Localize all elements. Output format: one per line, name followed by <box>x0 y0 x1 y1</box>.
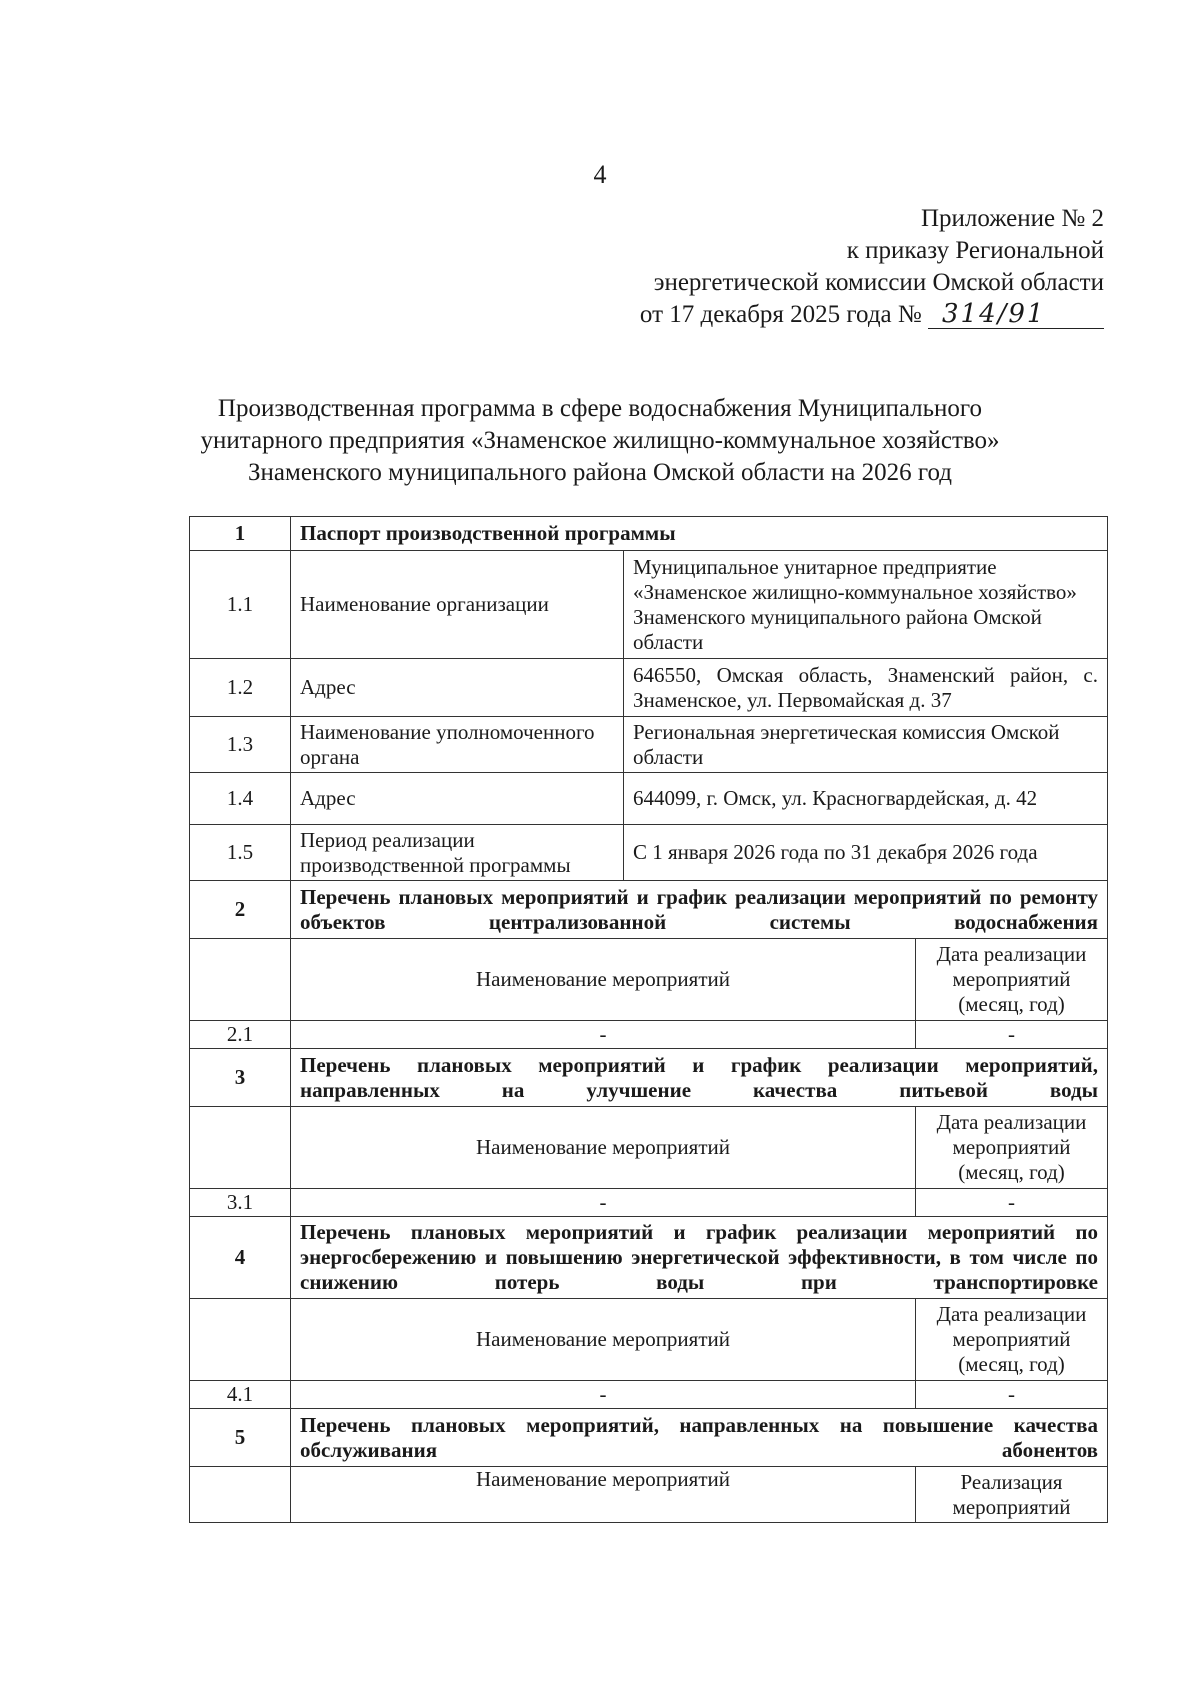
header-row <box>190 1467 1108 1523</box>
row-number: 1.2 <box>190 659 291 717</box>
row-value: 646550, Омская область, Знаменский район, с. Знаменское, ул. Первомайская д. 37 <box>624 659 1108 717</box>
appendix-order-ref: к приказу Региональной <box>846 237 1104 264</box>
column-header-name: Наименование мероприятий <box>291 1299 916 1381</box>
row-number: 1.4 <box>190 773 291 825</box>
row-value: С 1 января 2026 года по 31 декабря 2026 года <box>624 825 1108 881</box>
row-label: Наименование уполномоченного органа <box>291 717 624 773</box>
column-header-date: Реализация мероприятий <box>916 1467 1108 1523</box>
section-title: Перечень плановых мероприятий, направленных на повышение качества обслуживания абонентов <box>291 1409 1108 1467</box>
header-row <box>190 1299 1108 1381</box>
table-row <box>190 1189 1108 1217</box>
title-line-1: Производственная программа в сфере водоснабжения Муниципального <box>217 395 983 422</box>
handwritten-order-number: 314/91 <box>928 300 1104 329</box>
production-program-table <box>189 516 1108 1523</box>
section-3-row <box>190 1049 1108 1107</box>
document-title <box>130 393 1070 489</box>
row-label: Адрес <box>291 773 624 825</box>
title-line-2: унитарного предприятия «Знаменское жилищно-коммунальное хозяйство» <box>200 427 1000 454</box>
row-name: - <box>291 1189 916 1217</box>
page-number: 4 <box>593 160 607 189</box>
empty-cell <box>190 1107 291 1189</box>
table-row <box>190 717 1108 773</box>
section-title: Паспорт производственной программы <box>291 517 1108 551</box>
column-header-date: Дата реализации мероприятий (месяц, год) <box>916 1299 1108 1381</box>
section-number: 2 <box>190 881 291 939</box>
empty-cell <box>190 1467 291 1523</box>
empty-cell <box>190 1299 291 1381</box>
row-value: Региональная энергетическая комиссия Омской области <box>624 717 1108 773</box>
row-number: 3.1 <box>190 1189 291 1217</box>
column-header-name: Наименование мероприятий <box>291 939 916 1021</box>
table-row <box>190 773 1108 825</box>
column-header-name: Наименование мероприятий <box>291 1107 916 1189</box>
appendix-commission: энергетической комиссии Омской области <box>653 269 1104 296</box>
row-value: 644099, г. Омск, ул. Красногвардейская, д. 42 <box>624 773 1108 825</box>
row-label: Адрес <box>291 659 624 717</box>
column-header-name: Наименование мероприятий <box>291 1467 916 1523</box>
appendix-date: от 17 декабря 2025 года № <box>639 301 922 328</box>
row-date: - <box>916 1189 1108 1217</box>
section-2-row <box>190 881 1108 939</box>
row-number: 1.3 <box>190 717 291 773</box>
row-name: - <box>291 1381 916 1409</box>
header-row <box>190 939 1108 1021</box>
section-number: 4 <box>190 1217 291 1299</box>
row-label: Период реализации производственной программы <box>291 825 624 881</box>
section-4-row <box>190 1217 1108 1299</box>
table-row <box>190 551 1108 659</box>
column-header-date: Дата реализации мероприятий (месяц, год) <box>916 939 1108 1021</box>
appendix-number: Приложение № 2 <box>920 205 1104 232</box>
empty-cell <box>190 939 291 1021</box>
section-1-row <box>190 517 1108 551</box>
appendix-date-line <box>544 299 1104 331</box>
table-row <box>190 659 1108 717</box>
section-5-row <box>190 1409 1108 1467</box>
section-number: 1 <box>190 517 291 551</box>
row-date: - <box>916 1021 1108 1049</box>
row-number: 2.1 <box>190 1021 291 1049</box>
table-row <box>190 825 1108 881</box>
row-number: 1.1 <box>190 551 291 659</box>
section-number: 3 <box>190 1049 291 1107</box>
section-number: 5 <box>190 1409 291 1467</box>
row-number: 4.1 <box>190 1381 291 1409</box>
appendix-header <box>544 203 1104 331</box>
table-row <box>190 1381 1108 1409</box>
section-title: Перечень плановых мероприятий и график реализации мероприятий по ремонту объектов централизованной системы водоснабжения <box>291 881 1108 939</box>
section-title: Перечень плановых мероприятий и график реализации мероприятий, направленных на улучшение качества питьевой воды <box>291 1049 1108 1107</box>
section-title: Перечень плановых мероприятий и график реализации мероприятий по энергосбережению и повышению энергетической эффективности, в том числе по снижению потерь воды при транспортировке <box>291 1217 1108 1299</box>
row-number: 1.5 <box>190 825 291 881</box>
row-date: - <box>916 1381 1108 1409</box>
header-row <box>190 1107 1108 1189</box>
table-row <box>190 1021 1108 1049</box>
title-line-3: Знаменского муниципального района Омской области на 2026 год <box>248 459 952 486</box>
row-label: Наименование организации <box>291 551 624 659</box>
row-value: Муниципальное унитарное предприятие «Знаменское жилищно-коммунальное хозяйство» Знаменского муниципального района Омской области <box>624 551 1108 659</box>
row-name: - <box>291 1021 916 1049</box>
column-header-date: Дата реализации мероприятий (месяц, год) <box>916 1107 1108 1189</box>
